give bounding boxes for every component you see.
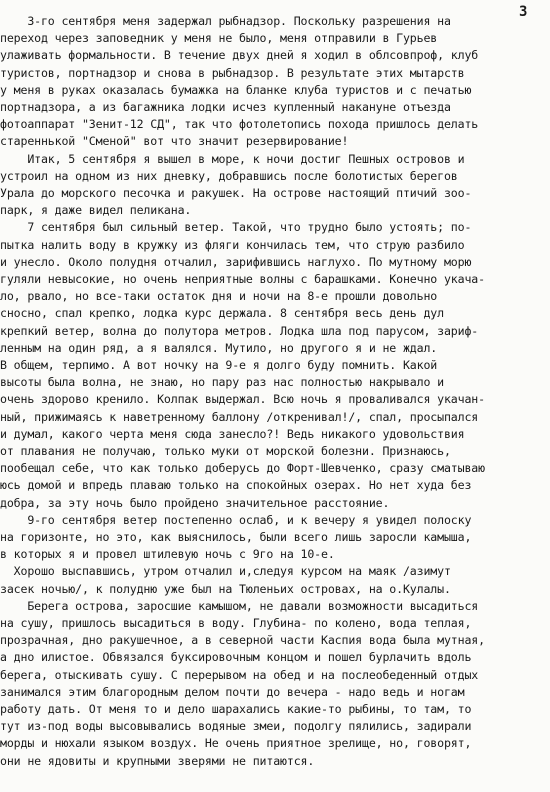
text-line: и думал, какого черта меня сюда занесло?! Ведь никакого удовольствия: [0, 426, 465, 441]
text-line: занимался этим благородным делом почти до вечера - надо ведь и ногам: [0, 684, 465, 699]
text-line: а дно илистое. Обвязался буксировочным концом и пошел бурлачить вдоль: [0, 650, 472, 665]
text-line: улаживать формальности. В течение двух дней я ходил в облсовпроф, клуб: [0, 48, 479, 63]
text-line: крепкий ветер, волна до полутора метров. Лодка шла под парусом, зариф-: [0, 323, 479, 338]
text-line: морды и нюхали языком воздух. Не очень приятное зрелище, но, говорят,: [0, 736, 472, 751]
text-line: Итак, 5 сентября я вышел в море, к ночи достиг Пешных островов и: [0, 151, 465, 166]
text-line: 9-го сентября ветер постепенно ослаб, и к вечеру я увидел полоску: [0, 512, 472, 527]
text-line: ленным на один ряд, а я валялся. Мутило, но другого я и не ждал.: [0, 340, 438, 355]
text-line: добра, за эту ночь было пройдено значительное расстояние.: [0, 495, 390, 510]
text-line: на горизонте, но это, как выяснилось, были всего лишь заросли камыша,: [0, 530, 472, 544]
page-number: 3: [519, 4, 528, 20]
text-line: на сушу, пришлось высадиться в воду. Глубина- по колено, вода теплая,: [0, 616, 472, 630]
text-line: ный, прижимаясь к наветренному баллону /откренивал!/, спал, просыпался: [0, 409, 479, 424]
text-line: берега, отыскивать сушу. С перерывом на обед и на послеобеденный отдых: [0, 667, 479, 682]
text-line: прозрачная, дно ракушечное, а в северной части Каспия вода была мутная,: [0, 633, 485, 648]
text-line: 7 сентября был сильный ветер. Такой, что трудно было устоять; по-: [0, 220, 472, 235]
text-line: переход через заповедник у меня не было, меня отправили в Гурьев: [0, 31, 438, 46]
text-line: очень здорово кренило. Колпак выдержал. Всю ночь я проваливался укачан-: [0, 392, 485, 407]
text-line: пытка налить воду в кружку из фляги кончилась тем, что струю разбило: [0, 237, 465, 252]
text-line: они не ядовиты и крупными зверями не питаются.: [0, 753, 315, 768]
text-line: пообещал себе, что как только доберусь до Форт-Шевченко, сразу сматываю: [0, 461, 485, 476]
text-line: Урала до морского песочка и ракушек. На острове настоящий птичий зоо-: [0, 186, 472, 200]
text-line: сносно, спал крепко, лодка курс держала. 8 сентября весь день дул: [0, 306, 444, 321]
text-line: работу дать. От меня то и дело шарахались какие-то рыбины, то там, то: [0, 702, 472, 716]
text-line: ло, рвало, но все-таки остаток дня и ночи на 8-е прошли довольно: [0, 289, 438, 304]
text-line: Берега острова, заросшие камышом, не давали возможности высадиться: [0, 598, 479, 613]
text-line: юсь домой и впредь плаваю только на спокойных озерах. Но нет худа без: [0, 478, 472, 493]
text-line: портнадзора, а из багажника лодки исчез купленный накануне отъезда: [0, 100, 451, 114]
text-line: засек ночью/, к полудню уже был на Тюленьих островах, на о.Кулалы.: [0, 581, 451, 596]
text-line: в которых я и провел штилевую ночь с 9го на 10-е.: [0, 547, 335, 562]
text-line: устроил на одном из них дневку, добравшись после болотистых берегов: [0, 168, 458, 183]
text-line: фотоаппарат "Зенит-12 СД", так что фотолетопись похода пришлось делать: [0, 117, 479, 132]
text-line: стареннькой "Сменой" вот что значит резервирование!: [0, 134, 349, 149]
text-line: туристов, портнадзор и снова в рыбнадзор. В результате этих мытарств: [0, 65, 465, 80]
text-line: парк, я даже видел пеликана.: [0, 203, 192, 218]
text-line: от плавания не получаю, только муки от морской болезни. Признаюсь,: [0, 444, 451, 458]
text-line: высоты была волна, не знаю, но пару раз нас полностью накрывало и: [0, 375, 444, 390]
text-line: В общем, терпимо. А вот ночку на 9-е я долго буду помнить. Какой: [0, 358, 438, 372]
text-line: 3-го сентября меня задержал рыбнадзор. Поскольку разрешения на: [0, 14, 451, 28]
text-line: у меня в руках оказалась бумажка на бланке клуба туристов и с печатью: [0, 82, 472, 97]
text-line: гуляли невысокие, но очень неприятные волны с барашками. Конечно укача-: [0, 272, 485, 286]
text-line: Хорошо выспавшись, утром отчалил и,следуя курсом на маяк /азимут: [0, 564, 451, 579]
text-line: и унесло. Около полудня отчалил, зарифившись наглухо. По мутному морю: [0, 254, 472, 269]
text-line: тут из-под воды высовывались водяные змеи, подолгу пялились, задирали: [0, 719, 472, 734]
